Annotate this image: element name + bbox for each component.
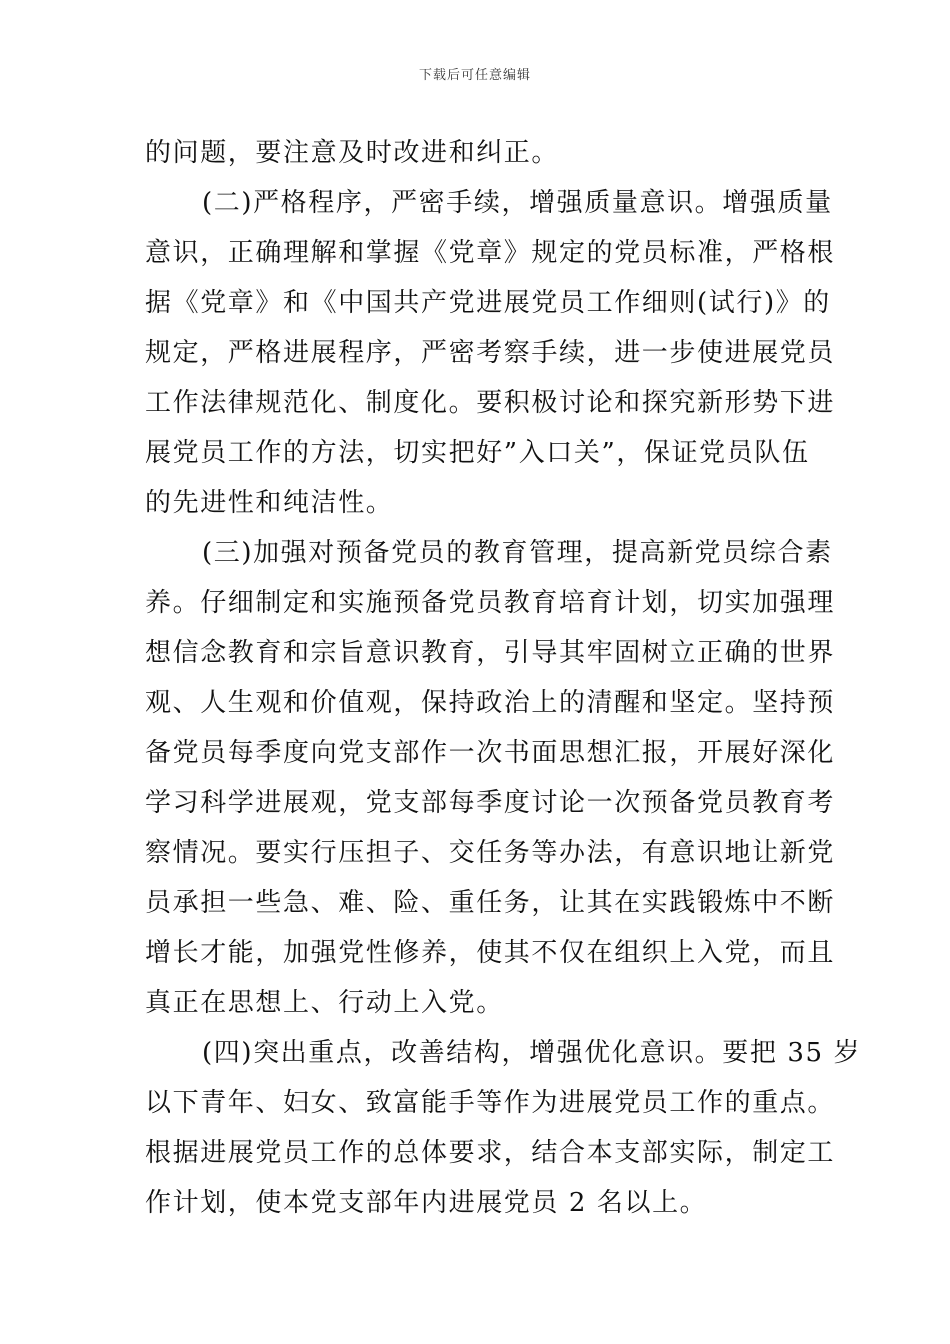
text-line: 据《党章》和《中国共产党进展党员工作细则(试行)》的 <box>145 288 831 318</box>
text-line: 的先进性和纯洁性。 <box>145 488 394 518</box>
page-header: 下载后可任意编辑 <box>418 68 531 83</box>
text-line: 的问题，要注意及时改进和纠正。 <box>145 138 560 168</box>
text-line: 观、人生观和价值观，保持政治上的清醒和坚定。坚持预 <box>145 688 836 718</box>
text-line: 察情况。要实行压担子、交任务等办法，有意识地让新党 <box>145 838 836 868</box>
text-line: 备党员每季度向党支部作一次书面思想汇报，开展好深化 <box>145 738 836 768</box>
text-line: 学习科学进展观，党支部每季度讨论一次预备党员教育考 <box>145 788 836 818</box>
paragraph-start-line: (二)严格程序，严密手续，增强质量意识。增强质量 <box>202 188 833 218</box>
text-line: 以下青年、妇女、致富能手等作为进展党员工作的重点。 <box>145 1088 836 1118</box>
text-line: 规定，严格进展程序，严密考察手续，进一步使进展党员 <box>145 338 836 368</box>
paragraph-start-line: (三)加强对预备党员的教育管理，提高新党员综合素 <box>202 538 833 568</box>
text-line: 真正在思想上、行动上入党。 <box>145 988 504 1018</box>
text-line: 员承担一些急、难、险、重任务，让其在实践锻炼中不断 <box>145 888 836 918</box>
text-line: 展党员工作的方法，切实把好”入口关”，保证党员队伍 <box>145 438 810 468</box>
text-line: 作计划，使本党支部年内进展党员 2 名以上。 <box>145 1188 708 1218</box>
text-line: 想信念教育和宗旨意识教育，引导其牢固树立正确的世界 <box>145 638 836 668</box>
paragraph-start-line: (四)突出重点，改善结构，增强优化意识。要把 35 岁 <box>202 1038 862 1068</box>
text-line: 增长才能，加强党性修养，使其不仅在组织上入党，而且 <box>145 938 836 968</box>
document-body <box>145 128 862 1228</box>
text-line: 养。仔细制定和实施预备党员教育培育计划，切实加强理 <box>145 588 836 618</box>
text-line: 根据进展党员工作的总体要求，结合本支部实际，制定工 <box>145 1138 836 1168</box>
text-line: 意识，正确理解和掌握《党章》规定的党员标准，严格根 <box>145 238 836 268</box>
text-line: 工作法律规范化、制度化。要积极讨论和探究新形势下进 <box>145 388 836 418</box>
